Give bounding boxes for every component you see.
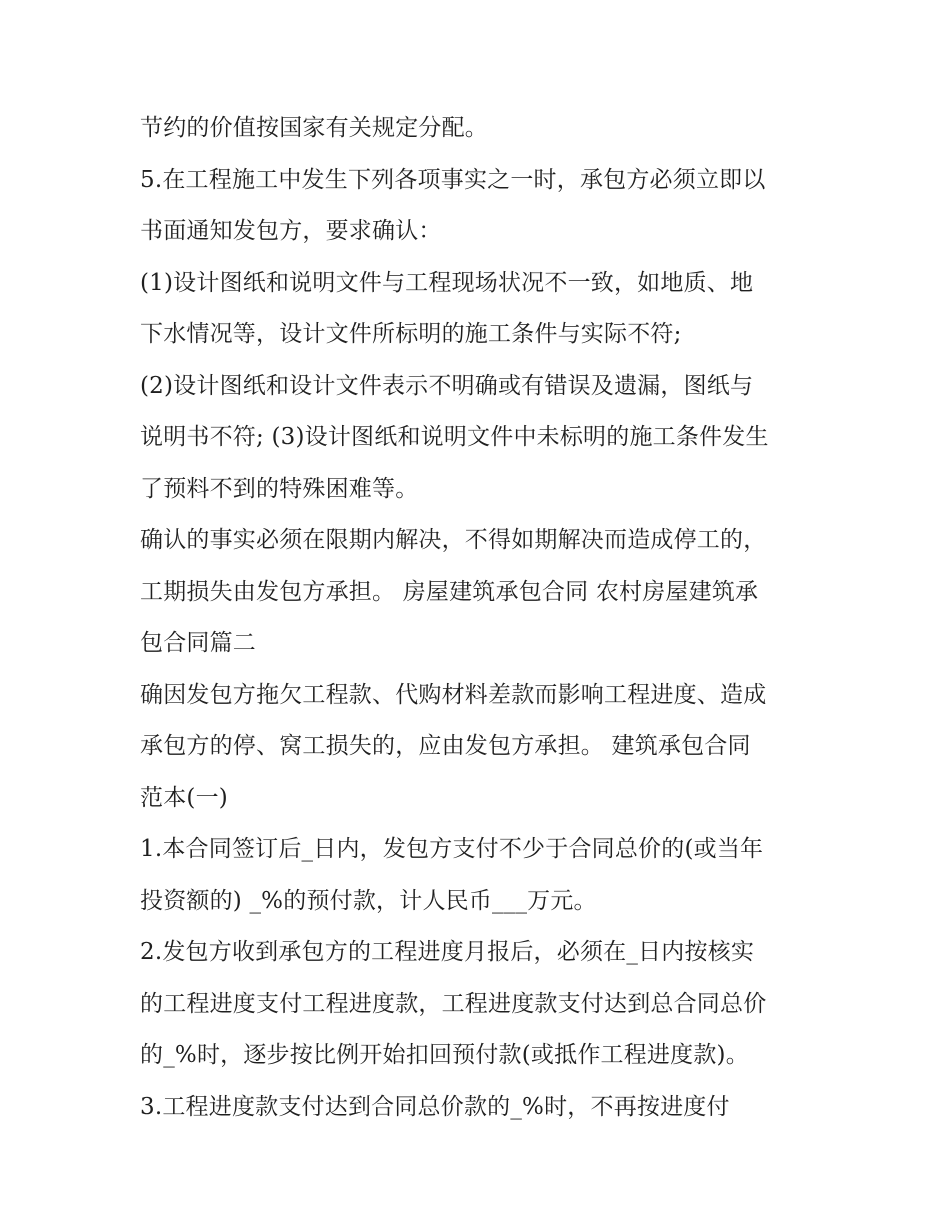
document-body [140, 108, 820, 1138]
text-line: (1)设计图纸和说明文件与工程现场状况不一致，如地质、地 [140, 269, 754, 296]
text-line: 节约的价值按国家有关规定分配。 [140, 115, 488, 141]
text-line: 范本(一) [140, 784, 228, 811]
text-line: 书面通知发包方，要求确认： [140, 218, 442, 244]
text-line: 下水情况等，设计文件所标明的施工条件与实际不符; [140, 321, 682, 347]
text-line: 2.发包方收到承包方的工程进度月报后，必须在_日内按核实 [140, 939, 755, 965]
text-line: 确因发包方拖欠工程款、代购材料差款而影响工程进度、造成 [140, 681, 767, 708]
text-line: 5.在工程施工中发生下列各项事实之一时，承包方必须立即以 [140, 166, 766, 193]
text-line: 工期损失由发包方承担。 房屋建筑承包合同 农村房屋建筑承 [140, 578, 759, 605]
text-line: 包合同篇二 [140, 630, 256, 656]
text-line: 了预料不到的特殊困难等。 [140, 475, 419, 502]
text-line: (2)设计图纸和设计文件表示不明确或有错误及遗漏，图纸与 [140, 372, 754, 399]
text-line: 的_%时，逐步按比例开始扣回预付款(或抵作工程进度款)。 [140, 1042, 749, 1068]
text-line: 确认的事实必须在限期内解决，不得如期解决而造成停工的， [140, 527, 767, 553]
text-line: 3.工程进度款支付达到合同总价款的_%时，不再按进度付 [140, 1093, 730, 1120]
text-line: 的工程进度支付工程进度款，工程进度款支付达到总合同总价 [140, 990, 767, 1017]
text-line: 投资额的) _%的预付款，计人民币___万元。 [140, 887, 597, 914]
text-line: 承包方的停、窝工损失的，应由发包方承担。 建筑承包合同 [140, 733, 751, 759]
text-line: 说明书不符; (3)设计图纸和说明文件中未标明的施工条件发生 [140, 424, 769, 450]
text-line: 1.本合同签订后_日内，发包方支付不少于合同总价的(或当年 [140, 836, 764, 862]
